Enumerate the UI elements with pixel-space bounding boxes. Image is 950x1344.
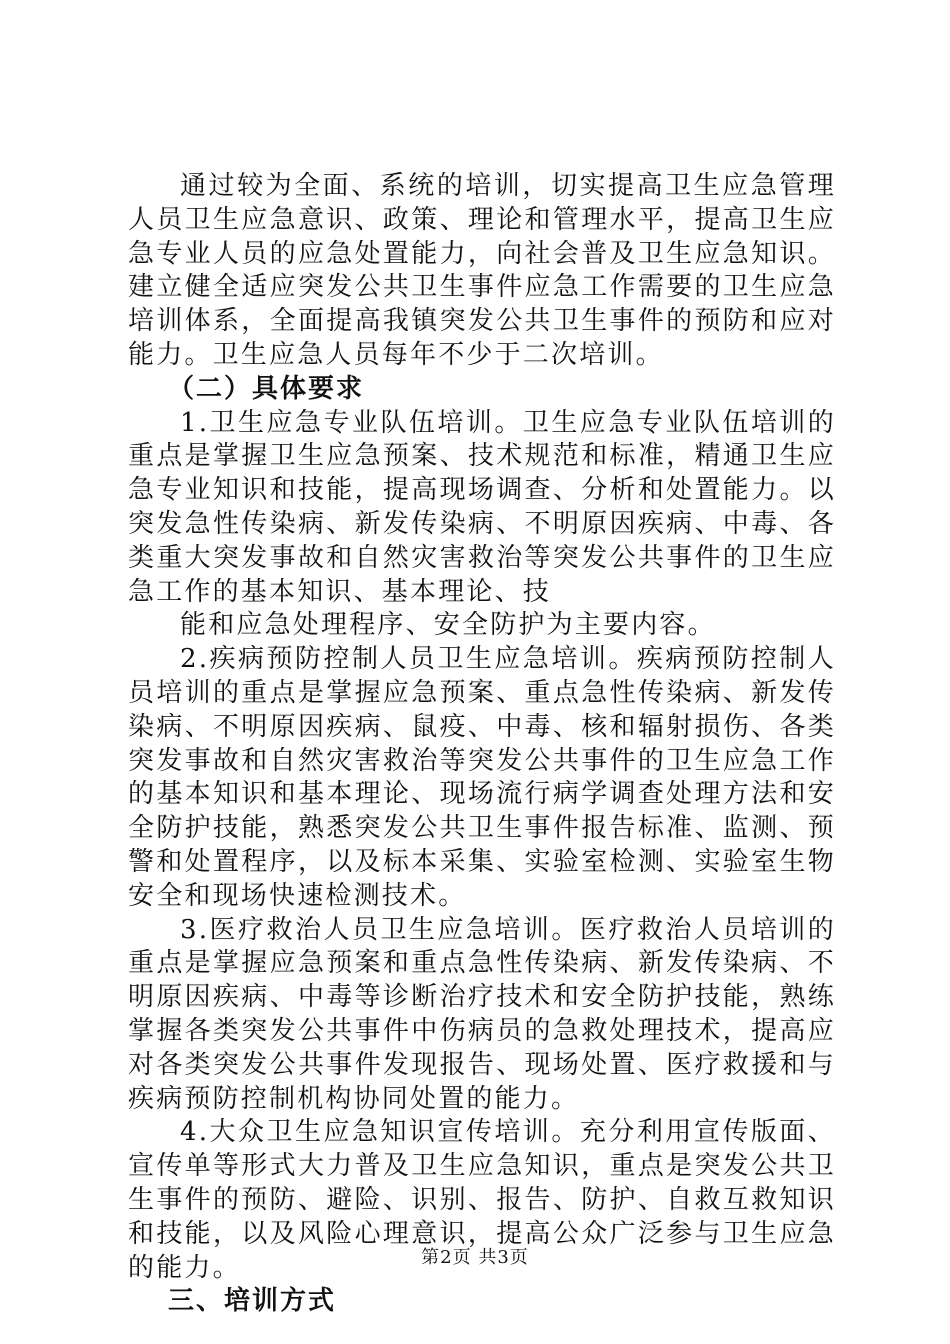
heading-specific-requirements: （二）具体要求 <box>168 373 365 404</box>
page-number-label: 第2页 共3页 <box>421 1247 529 1268</box>
paragraph-requirement-1-continued: 能和应急处理程序、安全防护为主要内容。 <box>180 610 716 641</box>
paragraph-requirement-3: 3.医疗救治人员卫生应急培训。医疗救治人员培训的重点是掌握应急预案和重点急性传染病、新发传染病、不明原因疾病、中毒等诊断治疗技术和安全防护技能，熟练掌握各类突发公共事件中伤病员的急救处理技术，提高应对各类突发公共事件发现报告、现场处置、医疗救援和与疾病预防控制机构协同处置的能力。 <box>128 914 836 1114</box>
paragraph-training-goal: 通过较为全面、系统的培训，切实提高卫生应急管理人员卫生应急意识、政策、理论和管理水平，提高卫生应急专业人员的应急处置能力，向社会普及卫生应急知识。建立健全适应突发公共卫生事件应急工作需要的卫生应急培训体系，全面提高我镇突发公共卫生事件的预防和应对能力。卫生应急人员每年不少于二次培训。 <box>128 171 836 370</box>
page-footer <box>0 1243 950 1269</box>
paragraph-requirement-1: 1.卫生应急专业队伍培训。卫生应急专业队伍培训的重点是掌握卫生应急预案、技术规范和标准，精通卫生应急专业知识和技能，提高现场调查、分析和处置能力。以突发急性传染病、新发传染病、不明原因疾病、中毒、各类重大突发事故和自然灾害救治等突发公共事件的卫生应急工作的基本知识、基本理论、技 <box>128 407 836 607</box>
document-body <box>128 170 836 1319</box>
paragraph-requirement-2: 2.疾病预防控制人员卫生应急培训。疾病预防控制人员培训的重点是掌握应急预案、重点急性传染病、新发传染病、不明原因疾病、鼠疫、中毒、核和辐射损伤、各类突发事故和自然灾害救治等突发公共事件的卫生应急工作的基本知识和基本理论、现场流行病学调查处理方法和安全防护技能，熟悉突发公共卫生事件报告标准、监测、预警和处置程序，以及标本采集、实验室检测、实验室生物安全和现场快速检测技术。 <box>128 644 836 911</box>
paragraph-requirement-4: 4.大众卫生应急知识宣传培训。充分利用宣传版面、宣传单等形式大力普及卫生应急知识，重点是突发公共卫生事件的预防、避险、识别、报告、防护、自救互救知识和技能，以及风险心理意识，提高公众广泛参与卫生应急的能力。 <box>128 1117 836 1283</box>
heading-training-methods: 三、培训方式 <box>168 1286 337 1317</box>
